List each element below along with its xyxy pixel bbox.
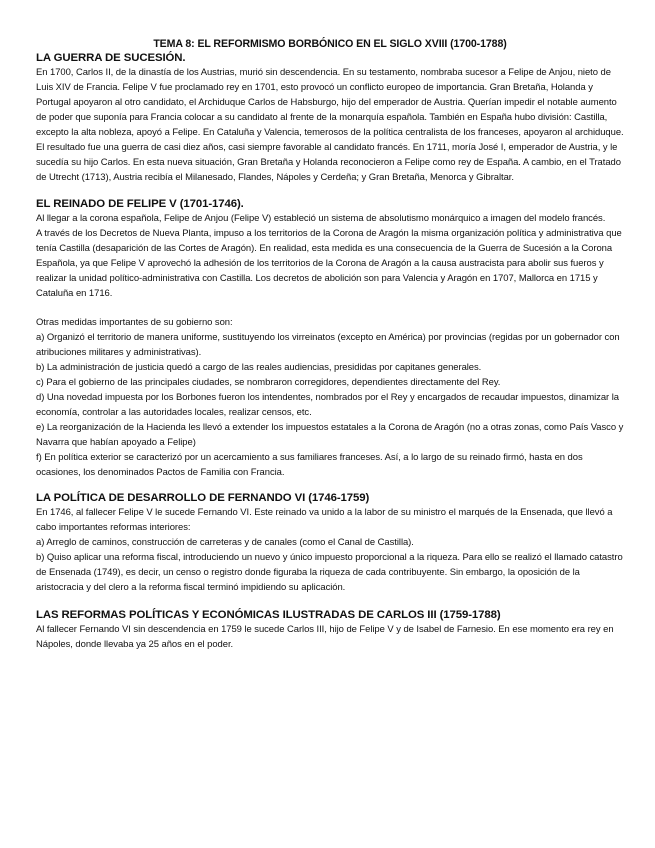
- section-spacer: [36, 185, 624, 197]
- list-item: b) La administración de justicia quedó a cargo de las reales audiencias, presididas por capitanes generales.: [36, 362, 482, 373]
- paragraph: En 1746, al fallecer Felipe V le sucede Fernando VI. Este reinado va unido a la labor de su ministro el marqués de la Ensenada, que llevó a cabo importantes reformas interiores:: [36, 507, 613, 533]
- list-item: d) Una novedad impuesta por los Borbones fueron los intendentes, nombrados por el Rey y encargados de recaudar impuestos, dinamizar la economía, controlar a las autoridades locales, realizar censos, etc.: [36, 392, 619, 418]
- list-item: b) Quiso aplicar una reforma fiscal, introduciendo un nuevo y único impuesto proporcional a la riqueza. Para ello se realizó el llamado catastro de Ensenada (1749), es decir, un censo o registro donde figuraba la riqueza de cada contribuyente. Sin embargo, la oposición de la aristocracia y del clero a la reforma fiscal terminó impidiendo su aplicación.: [36, 552, 623, 593]
- section-heading-felipe-v: EL REINADO DE FELIPE V (1701-1746).: [36, 198, 244, 210]
- paragraph-spacer: [36, 301, 624, 315]
- list-intro: Otras medidas importantes de su gobierno son:: [36, 317, 233, 328]
- paragraph: Al fallecer Fernando VI sin descendencia en 1759 le sucede Carlos III, hijo de Felipe V y de Isabel de Farnesio. En ese momento era rey en Nápoles, donde llevaba ya 25 años en el poder.: [36, 624, 614, 650]
- section-spacer: [36, 595, 624, 608]
- section-heading-guerra-sucesion: LA GUERRA DE SUCESIÓN.: [36, 52, 186, 64]
- document-page: [36, 38, 624, 652]
- section-spacer: [36, 480, 624, 491]
- document-title: TEMA 8: EL REFORMISMO BORBÓNICO EN EL SIGLO XVIII (1700-1788): [153, 38, 507, 50]
- section-heading-fernando-vi: LA POLÍTICA DE DESARROLLO DE FERNANDO VI (1746-1759): [36, 492, 370, 504]
- list-item: e) La reorganización de la Hacienda les llevó a extender los impuestos estatales a la Corona de Aragón (no a otras zonas, como País Vasco y Navarra que habían apoyado a Felipe): [36, 422, 624, 448]
- paragraph: En 1700, Carlos II, de la dinastía de los Austrias, murió sin descendencia. En su testamento, nombraba sucesor a Felipe de Anjou, nieto de Luis XIV de Francia. Felipe V fue proclamado rey en 1701, esto provocó un conflicto europeo de importancia. Gran Bretaña, Holanda y Portugal apoyaron al otro candidato, el Archiduque Carlos de Habsburgo, hijo del emperador de Austria. Querían impedir el notable aumento de poder que suponía para Francia colocar a su candidato al frente de la monarquía española. También en España hubo división: Castilla, excepto la alta nobleza, apoyó a Felipe. En Cataluña y Valencia, temerosos de la política centralista de los franceses, apoyaron al archiduque. El resultado fue una guerra de casi diez años, casi siempre favorable al candidato francés. En 1711, moría José I, emperador de Austria, y le sucedía su hijo Carlos. En esta nueva situación, Gran Bretaña y Holanda reconocieron a Felipe como rey de España. A cambio, en el Tratado de Utrecht (1713), Austria recibía el Milanesado, Flandes, Nápoles y Cerdeña; y Gran Bretaña, Menorca y Gibraltar.: [36, 67, 624, 183]
- paragraph: A través de los Decretos de Nueva Planta, impuso a los territorios de la Corona de Aragón la misma organización política y administrativa que tenía Castilla (desaparición de las Cortes de Aragón). En realidad, esta medida es una consecuencia de la Guerra de Sucesión a la Corona Española, ya que Felipe V aprovechó la adhesión de los territorios de la Corona de Aragón a la causa austracista para abolir sus fueros y realizar la unidad político-administrativa con Castilla. Los decretos de abolición son para Valencia y Aragón en 1707, Mallorca en 1715 y Cataluña en 1716.: [36, 228, 622, 299]
- list-item: a) Arreglo de caminos, construcción de carreteras y de canales (como el Canal de Castilla).: [36, 537, 414, 548]
- list-item: f) En política exterior se caracterizó por un acercamiento a sus familiares franceses. Así, a lo largo de su reinado firmó, hasta en dos ocasiones, los denominados Pactos de Familia con Francia.: [36, 452, 583, 478]
- list-item: a) Organizó el territorio de manera uniforme, sustituyendo los virreinatos (excepto en América) por provincias (regidas por un gobernador con atribuciones militares y administrativas).: [36, 332, 620, 358]
- section-heading-carlos-iii: LAS REFORMAS POLÍTICAS Y ECONÓMICAS ILUSTRADAS DE CARLOS III (1759-1788): [36, 609, 501, 621]
- paragraph: Al llegar a la corona española, Felipe de Anjou (Felipe V) estableció un sistema de absolutismo monárquico a imagen del modelo francés.: [36, 213, 606, 224]
- list-item: c) Para el gobierno de las principales ciudades, se nombraron corregidores, dependientes directamente del Rey.: [36, 377, 501, 388]
